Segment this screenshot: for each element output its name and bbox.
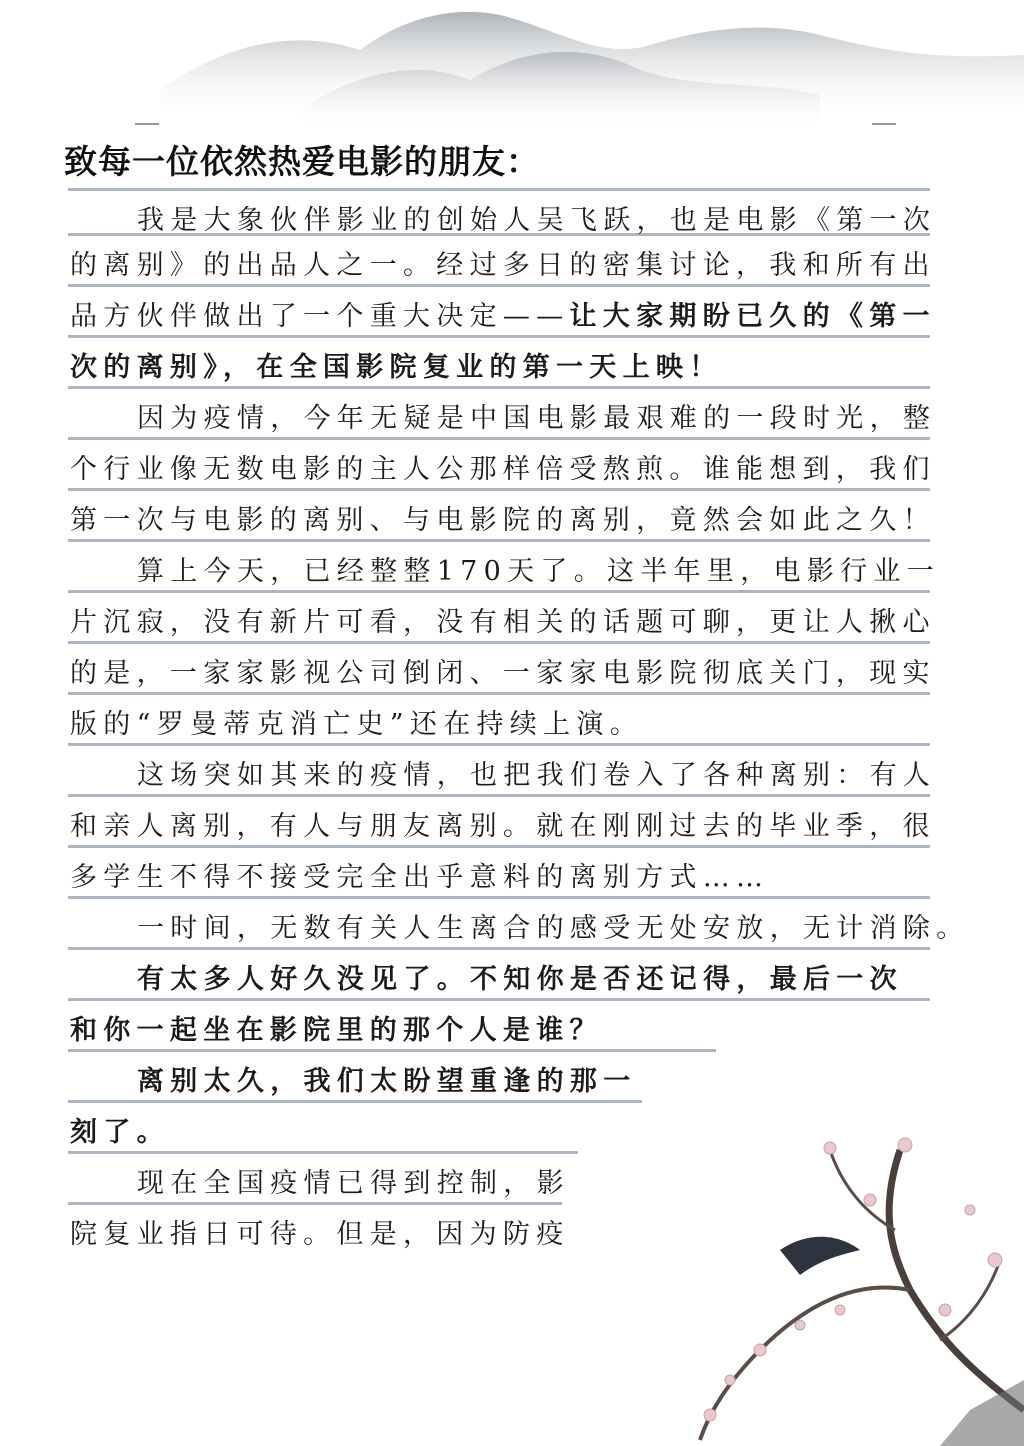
text-segment: 算上今天，已经整整170天了。这半年里，电影行业一 [137,556,941,587]
text-line [68,1001,716,1052]
letter-body [68,188,970,1256]
text-segment: 片沉寂，没有新片可看，没有相关的话题可聊，更让人揪心 [70,607,936,638]
bold-text-segment: 次的离别》，在全国影院复业的第一天上映！ [70,352,723,383]
letter-title: 致每一位依然热爱电影的朋友： [64,142,540,181]
text-line [68,848,930,899]
text-segment: 我是大象伙伴影业的创始人吴飞跃，也是电影《第一次 [137,205,937,236]
text-line [68,542,941,593]
text-line [68,1154,570,1205]
text-line [68,1205,570,1256]
text-segment: 和亲人离别，有人与朋友离别。就在刚刚过去的毕业季，很 [70,811,936,842]
text-segment: 品方伙伴做出了一个重大决定—— [70,301,570,332]
text-line [68,338,930,389]
text-line [68,950,930,1001]
text-segment: 现在全国疫情已得到控制，影 [137,1168,570,1199]
text-segment: 第一次与电影的离别、与电影院的离别，竟然会如此之久！ [70,505,936,536]
text-line [68,287,936,338]
decorative-tick [872,123,896,125]
text-segment: 的是，一家家影视公司倒闭、一家家电影院彻底关门，现实 [70,658,936,689]
bold-text-segment: 离别太久，我们太盼望重逢的那一 [137,1066,637,1097]
decorative-tick [135,123,159,125]
text-line [68,746,937,797]
text-line [68,389,937,440]
bold-text-segment: 有太多人好久没见了。不知你是否还记得，最后一次 [137,964,903,995]
text-line [68,644,936,695]
text-line [68,188,937,236]
text-line [68,1052,642,1103]
text-segment: 的离别》的出品人之一。经过多日的密集讨论，我和所有出 [70,250,936,281]
bold-text-segment: 和你一起坐在影院里的那个人是谁？ [70,1015,603,1046]
text-segment: 一时间，无数有关人生离合的感受无处安放，无计消除。 [137,913,970,944]
text-segment: 多学生不得不接受完全出乎意料的离别方式…… [70,862,770,893]
text-segment: 因为疫情，今年无疑是中国电影最艰难的一段时光，整 [137,403,937,434]
text-segment: 版的“罗曼蒂克消亡史”还在持续上演。 [70,709,644,740]
text-segment: 院复业指日可待。但是，因为防疫 [70,1219,570,1250]
text-line [68,491,936,542]
ink-mountains-decoration [0,0,1024,140]
plum-blossom-bird-illustration [640,1110,1024,1446]
text-segment: 个行业像无数电影的主人公那样倍受熬煎。谁能想到，我们 [70,454,936,485]
text-line [68,593,936,644]
text-line [68,236,936,287]
text-line [68,440,936,491]
text-segment: 这场突如其来的疫情，也把我们卷入了各种离别：有人 [137,760,937,791]
text-line [68,1103,578,1154]
text-line [68,695,930,746]
text-line [68,797,936,848]
bold-text-segment: 让大家期盼已久的《第一 [569,301,936,332]
bold-text-segment: 刻了。 [70,1117,170,1148]
text-line [68,899,970,950]
